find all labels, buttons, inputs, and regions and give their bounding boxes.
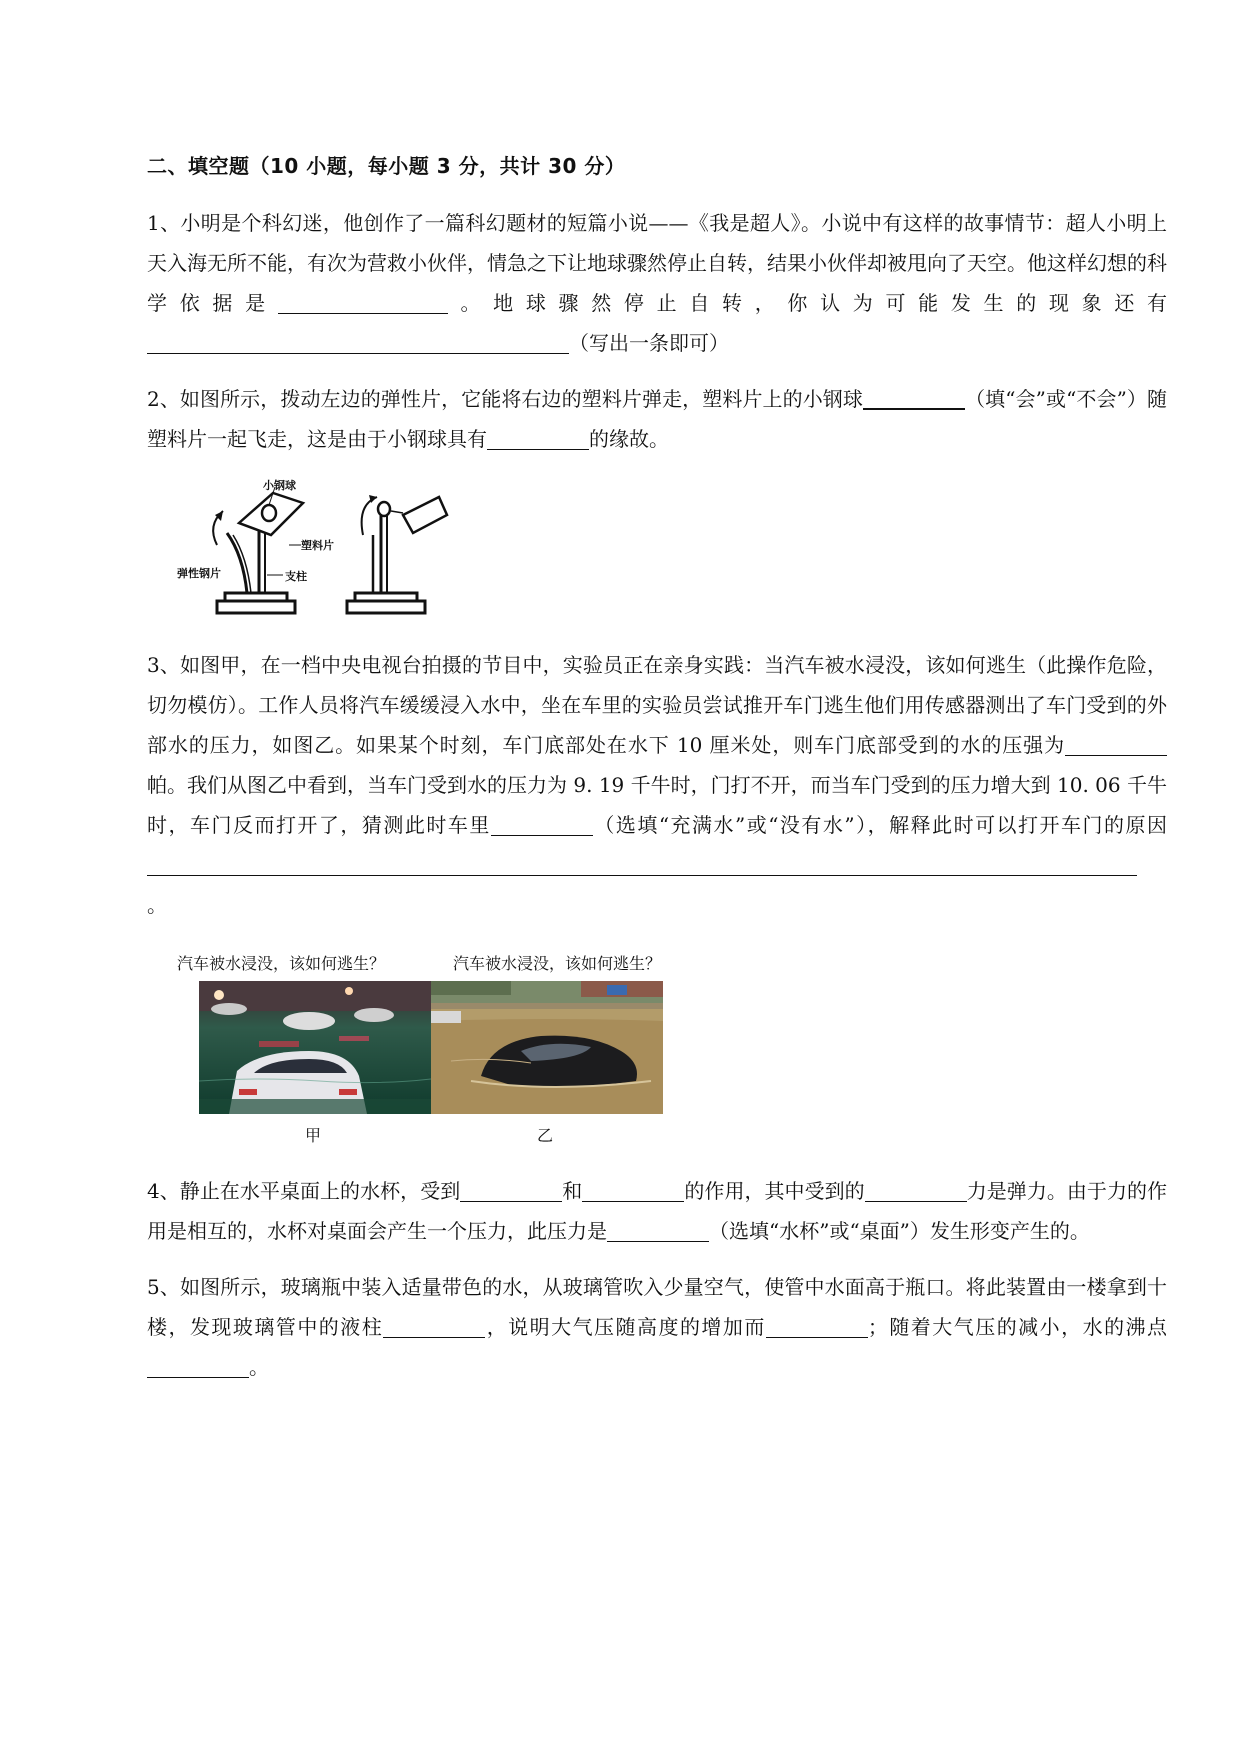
q1-blank-1[interactable] [278,291,448,314]
q5-blank-2[interactable] [766,1315,868,1338]
q1-text-1: 1、小明是个科幻迷，他创作了一篇科幻题材的短篇小说——《我是超人》。小说中有这样的故事情节：超人小明上天入海无所不能，有次为营救小伙伴，情急之下让地球骤然停止自转，结果小伙伴却被甩向了天空。他这样幻想的科学依据是 [147,211,1167,315]
label-plastic-plate: 塑料片 [301,539,334,552]
q4-blank-4[interactable] [607,1219,709,1242]
q5-text-2: ，说明大气压随高度的增加而 [485,1315,766,1339]
label-spring-plate: 弹性钢片 [177,567,221,580]
q2-blank-1[interactable] [863,386,965,410]
q5-text-1: 5、如图所示，玻璃瓶中装入适量带色的水，从玻璃管吹入少量空气，使管中水面高于瓶口。将此装置由一楼拿到十楼，发现玻璃管中的液柱 [147,1275,1167,1339]
q5-blank-1[interactable] [383,1315,485,1338]
q5-text-4: 。 [249,1355,269,1379]
q2-text-2: （填“会”或“不会”）随塑料片一起飞走，这是由于小钢球具有 [147,387,1167,451]
q2-text-3: 的缘故。 [589,427,669,451]
steel-ball-inertia-figure [177,475,457,625]
question-2 [147,379,1167,459]
q5-blank-3[interactable] [147,1355,249,1378]
question-3 [147,645,1167,925]
q5-text-3: ；随着大气压的减小，水的沸点 [867,1315,1168,1339]
photo-flooded-street-night [199,981,431,1114]
q4-blank-3[interactable] [865,1179,967,1202]
caption-right: 汽车被水浸没，该如何逃生？ [453,954,662,973]
q4-text-1: 4、静止在水平桌面上的水杯，受到 [147,1179,461,1203]
submerged-car-figure [177,951,697,1145]
label-yi: 乙 [537,1126,554,1145]
q3-blank-2[interactable] [491,813,593,836]
q3-text-4: 。 [147,893,167,917]
q1-text-3: （写出一条即可） [569,331,729,355]
label-steel-ball: 小钢球 [263,479,296,492]
question-5 [147,1267,1167,1387]
label-jia: 甲 [305,1126,322,1145]
q3-text-3: （选填“充满水”或“没有水”），解释此时可以打开车门的原因 [592,813,1167,837]
q4-text-4: 力是弹力。由于力的作用是相互的，水杯对桌面会产生一个压力，此压力是 [147,1179,1168,1243]
q4-blank-1[interactable] [460,1179,562,1202]
q4-text-2: 和 [562,1179,583,1203]
question-1 [147,203,1167,363]
q3-text-2: 帕。我们从图乙中看到，当车门受到水的压力为 9. 19 千牛时，门打不开，而当车门受到的压力增大到 10. 06 千牛时，车门反而打开了，猜测此时车里 [147,773,1167,837]
q2-blank-2[interactable] [487,427,589,450]
worksheet-page [147,150,1167,1403]
q4-blank-2[interactable] [582,1179,684,1202]
q1-text-2: 。地球骤然停止自转，你认为可能发生的现象还有 [447,291,1168,315]
section-title: 二、填空题（10 小题，每小题 3 分，共计 30 分） [147,154,626,178]
q3-text-1: 3、如图甲，在一档中央电视台拍摄的节目中，实验员正在亲身实践：当汽车被水浸没，该如何逃生（此操作危险，切勿模仿）。工作人员将汽车缓缓浸入水中，坐在车里的实验员尝试推开车门逃生他们用传感器测出了车门受到的外部水的压力，如图乙。如果某个时刻，车门底部处在水下 10 厘米处，则车门底部受到的水的压强为 [147,653,1167,757]
q1-blank-2[interactable] [147,331,569,354]
q2-text-1: 2、如图所示，拨动左边的弹性片，它能将右边的塑料片弹走，塑料片上的小钢球 [147,387,863,411]
q4-text-5: （选填“水杯”或“桌面”）发生形变产生的。 [709,1219,1090,1243]
q3-blank-1[interactable] [1065,733,1167,756]
question-4 [147,1171,1167,1251]
q3-blank-3[interactable] [147,853,1137,876]
label-post: 支柱 [285,570,307,583]
photo-flooded-street-day [431,981,663,1114]
q4-text-3: 的作用，其中受到的 [684,1179,865,1203]
caption-left: 汽车被水浸没，该如何逃生？ [177,954,386,973]
